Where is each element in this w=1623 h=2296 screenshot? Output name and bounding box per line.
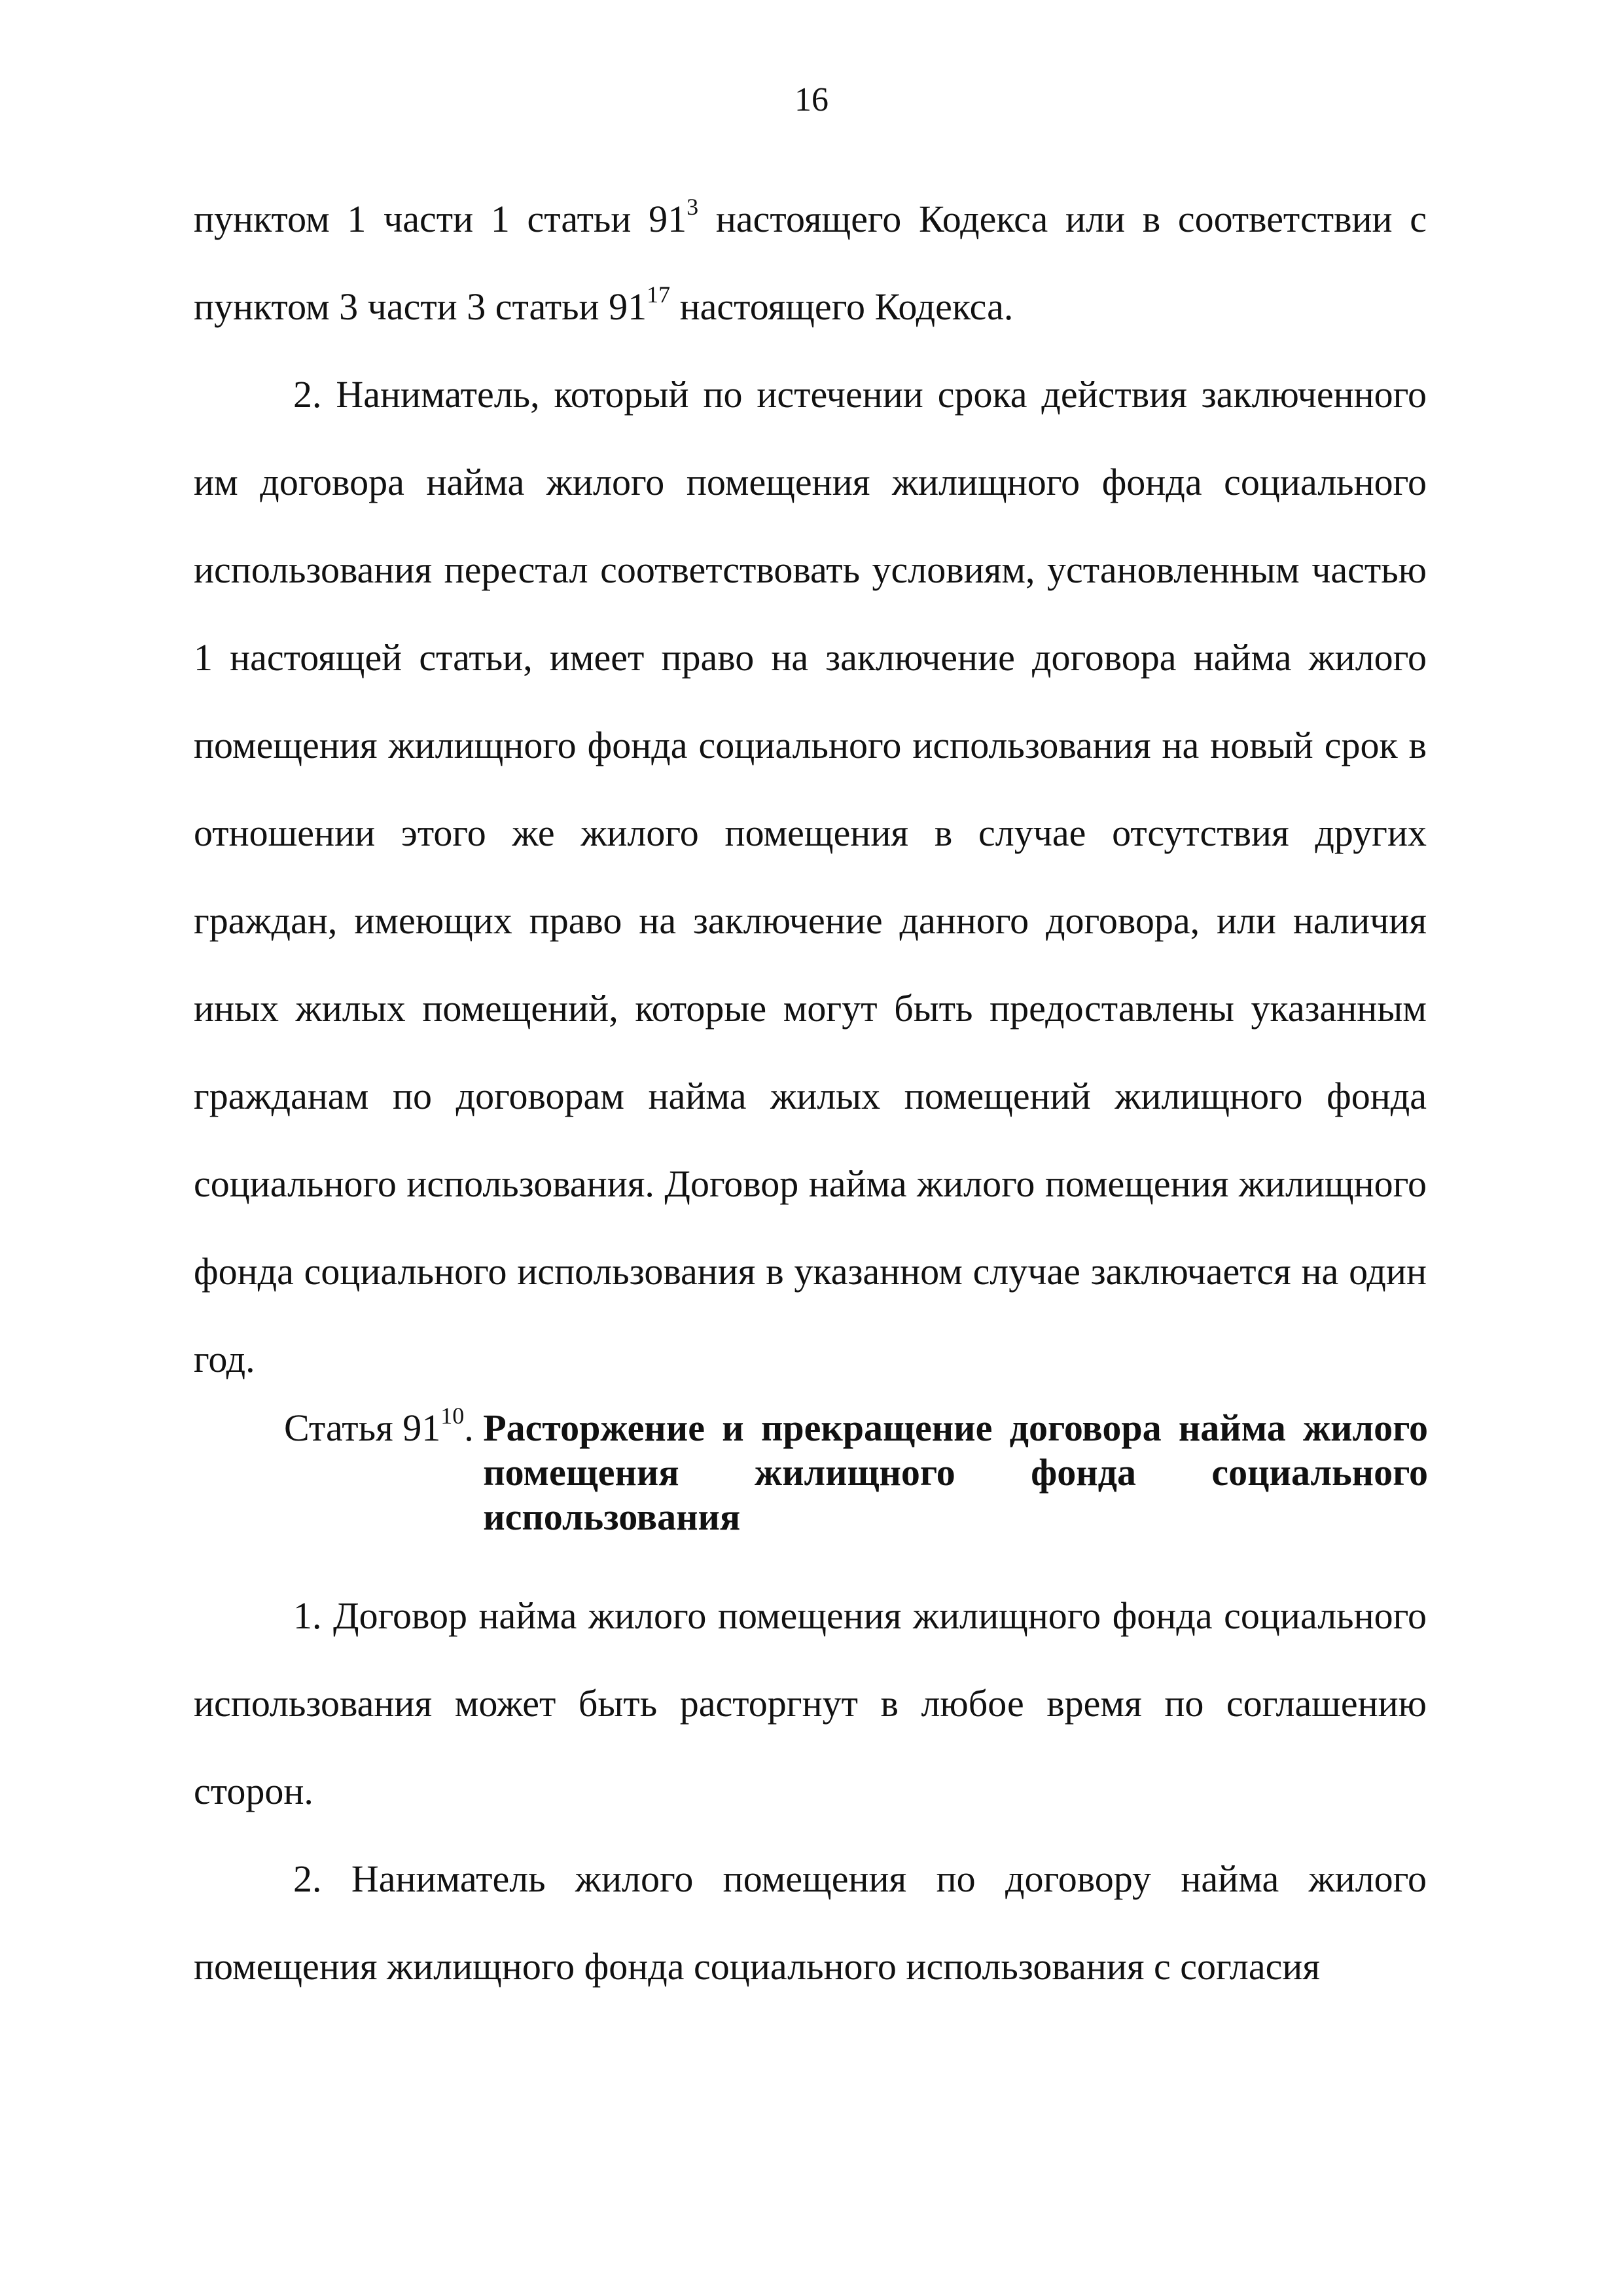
paragraph-continuation — [194, 175, 1427, 351]
text-block-bottom — [194, 1572, 1427, 2011]
paragraph-1: 1. Договор найма жилого помещения жилищного фонда социального использования может быть расторгнут в любое время по соглашению сторон. — [194, 1594, 1427, 1812]
article-number: Статья 91 — [284, 1407, 441, 1449]
paragraph-text: настоящего Кодекса или в соответствии с пунктом 3 части 3 статьи 91 — [194, 198, 1427, 328]
article-heading — [284, 1402, 1428, 1539]
page-number: 16 — [794, 81, 829, 118]
article-title: Расторжение и прекращение договора найма жилого помещения жилищного фонда социального использования — [483, 1407, 1428, 1538]
article-superscript: 10 — [440, 1402, 465, 1429]
paragraph-2: 2. Наниматель, который по истечении срока действия заключенного им договора найма жилого помещения жилищного фонда социального использования перестал соответствовать условиям, установленным частью 1 настоящей статьи, имеет право на заключение договора найма жилого помещения жилищного фонда социального использования на новый срок в отношении этого же жилого помещения в случае отсутствия других граждан, имеющих право на заключение данного договора, или наличия иных жилых помещений, которые могут быть предоставлены указанным гражданам по договорам найма жилых помещений жилищного фонда социального использования. Договор найма жилого помещения жилищного фонда социального использования в указанном случае заключается на один год. — [194, 373, 1427, 1380]
superscript: 3 — [687, 193, 699, 220]
article-label-suffix: . — [464, 1407, 484, 1449]
article-label — [284, 1402, 484, 1539]
paragraph-2: 2. Наниматель жилого помещения по договору найма жилого помещения жилищного фонда социального использования с согласия — [194, 1857, 1427, 1988]
paragraph-text: настоящего Кодекса. — [670, 285, 1014, 328]
text-block-top — [194, 175, 1427, 1403]
superscript: 17 — [647, 281, 671, 308]
paragraph-text: пунктом 1 части 1 статьи 91 — [194, 198, 687, 240]
